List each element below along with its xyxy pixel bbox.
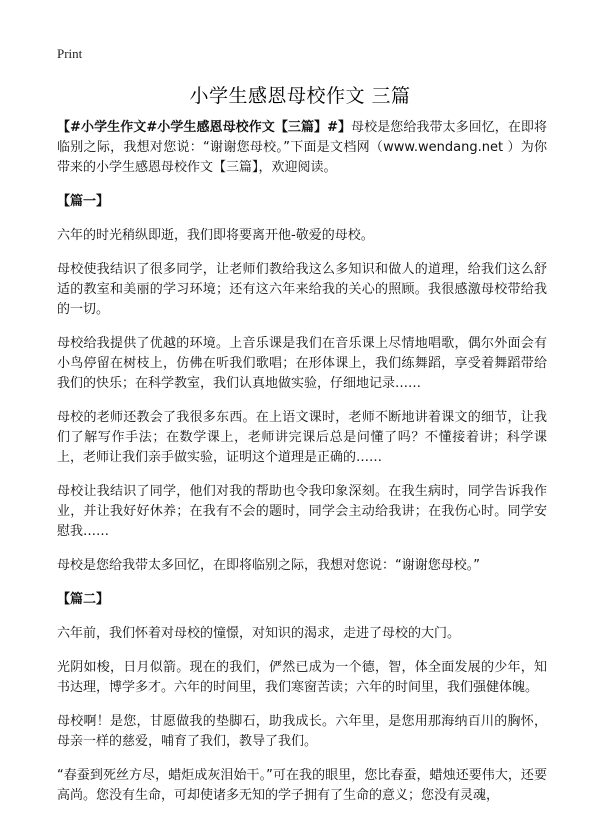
section-heading: 【篇二】 [57, 592, 110, 607]
intro-text: 母校是您给我带太多回忆，在即将临别之际，我想对您说：“谢谢您母校。”下面是文档网（www.wendang.net ）为你带来的小学生感恩母校作文【三篇】，欢迎阅读。 [57, 120, 547, 175]
paragraph: 母校的老师还教会了我很多东西。在上语文课时，老师不断地讲着课文的细节，让我们了解写作手法；在数学课上，老师讲完课后总是问懂了吗？不懂接着讲；科学课上，老师让我们亲手做实验，证明这个道理是正确的…… [57, 410, 547, 465]
section-1 [57, 192, 547, 576]
paragraph: 六年的时光稍纵即逝，我们即将要离开他-敬爱的母校。 [57, 228, 374, 243]
section-heading: 【篇一】 [57, 194, 110, 209]
paragraph: 母校让我结识了同学，他们对我的帮助也令我印象深刻。在我生病时，同学告诉我作业，并让我好好休养；在我有不会的题时，同学会主动给我讲；在我伤心时。同学安慰我…… [57, 484, 547, 539]
paragraph: 母校给我提供了优越的环境。上音乐课是我们在音乐课上尽情地唱歌，偶尔外面会有小鸟停留在树枝上，仿佛在听我们歌唱；在形体课上，我们练舞蹈，享受着舞蹈带给我们的快乐；在科学教室，我们认真地做实验，仔细地记录…… [57, 336, 547, 391]
intro-paragraph [57, 118, 547, 178]
paragraph: 母校是您给我带太多回忆，在即将临别之际，我想对您说：“谢谢您母校。” [57, 558, 480, 573]
print-label: Print [57, 46, 83, 61]
document-content [57, 118, 547, 820]
document-title: 小学生感恩母校作文 三篇 [189, 85, 411, 107]
section-2 [57, 590, 547, 806]
paragraph: “春蚕到死丝方尽，蜡炬成灰泪始干。”可在我的眼里，您比春蚕，蜡烛还要伟大，还要高尚。您没有生命，可却使诸多无知的学子拥有了生命的意义；您没有灵魂， [57, 768, 547, 803]
intro-bold-text: 【#小学生作文#小学生感恩母校作文【三篇】#】 [57, 120, 352, 135]
paragraph: 六年前，我们怀着对母校的憧憬，对知识的渴求，走进了母校的大门。 [57, 626, 461, 641]
paragraph: 母校啊！是您，甘愿做我的垫脚石，助我成长。六年里，是您用那海纳百川的胸怀，母亲一样的慈爱，哺育了我们，教导了我们。 [57, 714, 547, 749]
paragraph: 光阴如梭，日月似箭。现在的我们，俨然已成为一个德，智，体全面发展的少年，知书达理，博学多才。六年的时间里，我们寒窗苦读；六年的时间里，我们强健体魄。 [57, 660, 547, 695]
paragraph: 母校使我结识了很多同学，让老师们教给我这么多知识和做人的道理，给我们这么舒适的教室和美丽的学习环境；还有这六年来给我的关心的照顾。我很感激母校带给我的一切。 [57, 262, 547, 317]
